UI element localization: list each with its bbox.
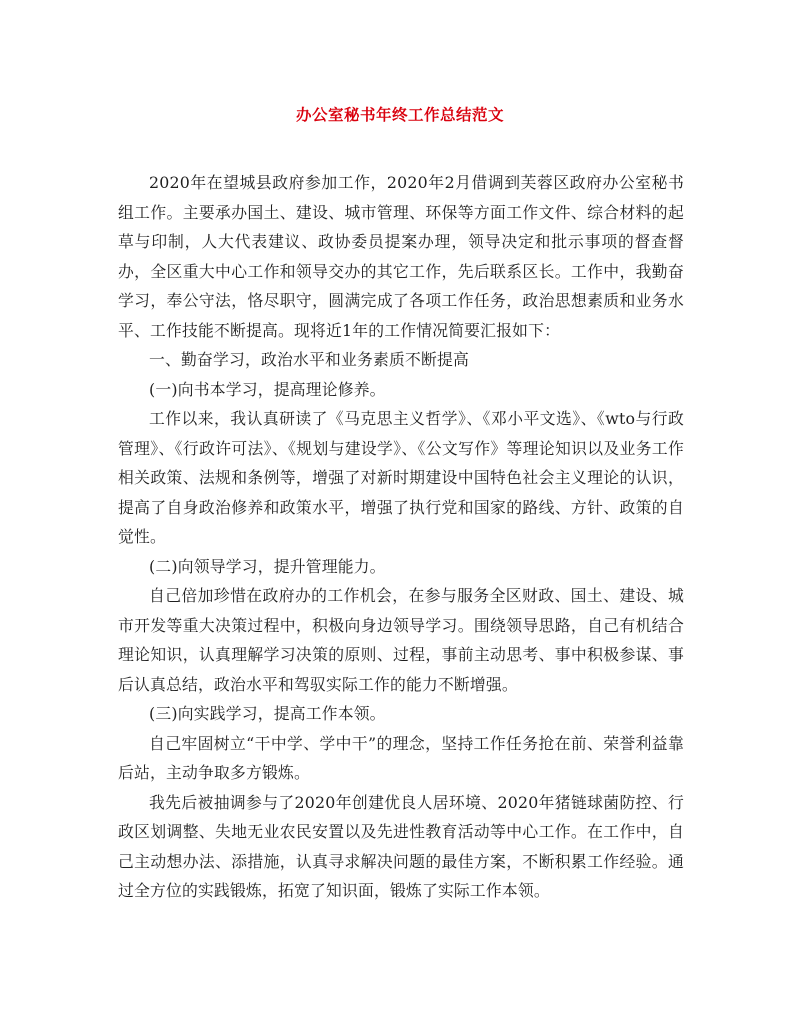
subheading-1: (一)向书本学习，提高理论修养。 (149, 379, 386, 399)
document-title: 办公室秘书年终工作总结范文 (295, 105, 504, 124)
section-heading-1: 一、勤奋学习，政治水平和业务素质不断提高 (149, 350, 469, 369)
subheading-2: (二)向领导学习，提升管理能力。 (149, 556, 386, 576)
subheading-3: (三)向实践学习，提高工作本领。 (149, 704, 386, 723)
paragraph-leader-study: 自己倍加珍惜在政府办的工作机会，在参与服务全区财政、国土、建设、城市开发等重大决策过程中，积极向身边领导学习。围绕领导思路，自己有机结合理论知识，认真理解学习决策的原则、过程，事前主动思考、事中积极参谋、事后认真总结，政治水平和驾驭实际工作的能力不断增强。 (118, 586, 684, 694)
paragraph-intro: 2020年在望城县政府参加工作，2020年2月借调到芙蓉区政府办公室秘书组工作。主要承办国土、建设、城市管理、环保等方面工作文件、综合材料的起草与印制，人大代表建议、政协委员提案办理，领导决定和批示事项的督查督办，全区重大中心工作和领导交办的其它工作，先后联系区长。工作中，我勤奋学习，奉公守法，恪尽职守，圆满完成了各项工作任务，政治思想素质和业务水平、工作技能不断提高。现将近1年的工作情况简要汇报如下： (118, 173, 684, 340)
paragraph-practice-concept: 自己牢固树立“干中学、学中干”的理念，坚持工作任务抢在前、荣誉利益靠后站，主动争取多方锻炼。 (118, 733, 684, 782)
paragraph-book-study: 工作以来，我认真研读了《马克思主义哲学》、《邓小平文选》、《wto与行政管理》、《行政许可法》、《规划与建设学》、《公文写作》等理论知识以及业务工作相关政策、法规和条例等，增强了对新时期建设中国特色社会主义理论的认识，提高了自身政治修养和政策水平，增强了执行党和国家的路线、方针、政策的自觉性。 (118, 409, 684, 546)
document-body (118, 168, 684, 906)
paragraph-practice-experience: 我先后被抽调参与了2020年创建优良人居环境、2020年猪链球菌防控、行政区划调整、失地无业农民安置以及先进性教育活动等中心工作。在工作中，自己主动想办法、添措施，认真寻求解决问题的最佳方案，不断积累工作经验。通过全方位的实践锻炼，拓宽了知识面，锻炼了实际工作本领。 (118, 792, 684, 900)
